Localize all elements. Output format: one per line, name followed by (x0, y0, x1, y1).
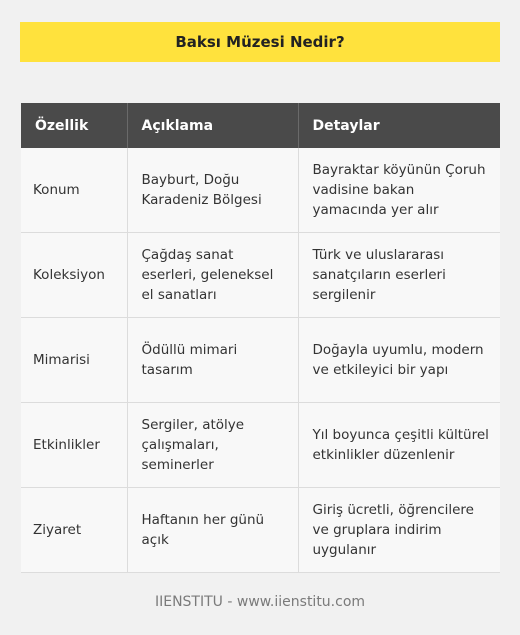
column-header-description: Açıklama (127, 103, 298, 148)
table-row (21, 233, 500, 318)
feature-cell: Konum (21, 148, 127, 233)
description-cell: Haftanın her günü açık (127, 488, 298, 573)
details-cell: Doğayla uyumlu, modern ve etkileyici bir yapı (298, 318, 500, 403)
table-row (21, 403, 500, 488)
table-row (21, 488, 500, 573)
description-cell: Ödüllü mimari tasarım (127, 318, 298, 403)
column-header-details: Detaylar (298, 103, 500, 148)
details-cell: Giriş ücretli, öğrencilere ve gruplara indirim uygulanır (298, 488, 500, 573)
feature-cell: Mimarisi (21, 318, 127, 403)
feature-cell: Ziyaret (21, 488, 127, 573)
column-header-feature: Özellik (21, 103, 127, 148)
feature-cell: Koleksiyon (21, 233, 127, 318)
feature-cell: Etkinlikler (21, 403, 127, 488)
page-title: Baksı Müzesi Nedir? (20, 22, 500, 62)
table-header-row (21, 103, 500, 148)
description-cell: Sergiler, atölye çalışmaları, seminerler (127, 403, 298, 488)
details-cell: Türk ve uluslararası sanatçıların eserleri sergilenir (298, 233, 500, 318)
footer-credit: IIENSTITU - www.iienstitu.com (154, 594, 366, 610)
description-cell: Çağdaş sanat eserleri, geleneksel el sanatları (127, 233, 298, 318)
details-cell: Bayraktar köyünün Çoruh vadisine bakan yamacında yer alır (298, 148, 500, 233)
museum-info-table (21, 103, 500, 573)
description-cell: Bayburt, Doğu Karadeniz Bölgesi (127, 148, 298, 233)
table-row (21, 318, 500, 403)
table-row (21, 148, 500, 233)
details-cell: Yıl boyunca çeşitli kültürel etkinlikler düzenlenir (298, 403, 500, 488)
